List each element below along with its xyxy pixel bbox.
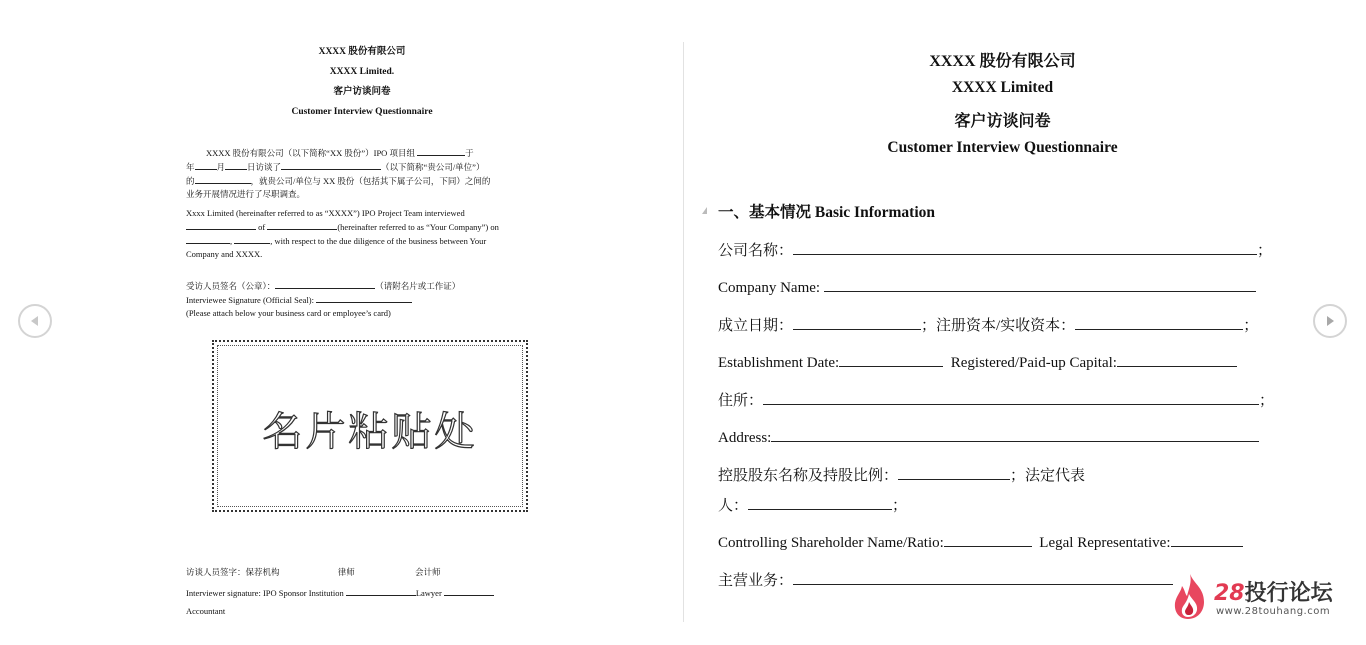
company-name-en-field[interactable] xyxy=(824,277,1256,292)
left-subtitle-en: Customer Interview Questionnaire xyxy=(291,107,433,117)
interviewer-sponsor-cn: 访谈人员签字：保荐机构 xyxy=(186,567,280,577)
intro-cn-line3 xyxy=(186,174,538,188)
intro-cn-month: 月 xyxy=(216,162,226,172)
intro-cn-line1: XXXX 股份有限公司（以下简称“XX 股份”）IPO 项目组 xyxy=(206,148,415,158)
intro-paragraph-cn xyxy=(186,146,538,160)
address-en-row xyxy=(718,427,1259,447)
accountant-label: Accountant xyxy=(186,606,226,616)
left-title-en: XXXX Limited. xyxy=(329,67,395,77)
address-en-field[interactable] xyxy=(771,427,1259,442)
intro-en-due-diligence: , with respect to the due diligence of the business between Your xyxy=(270,236,487,246)
right-title-en: XXXX Limited xyxy=(951,79,1054,96)
company-name-cn-field[interactable] xyxy=(793,240,1257,255)
capital-en-field[interactable] xyxy=(1117,352,1237,367)
page-divider xyxy=(683,42,684,622)
right-title-cn: XXXX 股份有限公司 xyxy=(929,53,1076,70)
business-card-paste-area xyxy=(212,340,528,512)
shareholder-cn-label: 控股股东名称及持股比例： xyxy=(718,468,899,484)
legal-rep-cn-label: ；法定代表 xyxy=(1010,468,1086,484)
semicolon: ； xyxy=(1257,243,1273,259)
shareholder-cn-field[interactable] xyxy=(898,465,1010,480)
interviewer-lawyer-en: Lawyer xyxy=(415,588,442,598)
watermark-title xyxy=(1214,576,1333,607)
establishment-en-row xyxy=(718,352,1237,372)
intro-cn-year: 年 xyxy=(186,162,195,172)
intro-cn-scope: ，就贵公司/单位与 XX 股份（包括其下属子公司，下同）之间的 xyxy=(250,176,491,186)
shareholder-en-row xyxy=(718,532,1243,552)
interviewer-accountant-cn: 会计师 xyxy=(415,567,441,577)
right-subtitle-cn: 客户访谈问卷 xyxy=(954,113,1051,130)
address-cn-field[interactable] xyxy=(763,390,1259,405)
company-name-cn-label: 公司名称： xyxy=(718,243,794,259)
capital-cn-field[interactable] xyxy=(1075,315,1243,330)
intro-cn-day: 日访谈了 xyxy=(247,162,282,172)
address-cn-label: 住所： xyxy=(718,393,764,409)
shareholder-en-field[interactable] xyxy=(944,532,1032,547)
capital-cn-label: ；注册资本/实收资本： xyxy=(921,318,1076,334)
establishment-date-cn-field[interactable] xyxy=(793,315,921,330)
intro-cn-of: 的 xyxy=(186,176,195,186)
interviewer-signature-en xyxy=(186,586,494,600)
establishment-date-cn-label: 成立日期： xyxy=(718,318,794,334)
shareholder-en-label: Controlling Shareholder Name/Ratio: xyxy=(718,535,944,551)
left-title-cn: XXXX 股份有限公司 xyxy=(318,47,406,57)
semicolon: ； xyxy=(1259,393,1275,409)
arrow-left-icon xyxy=(28,314,42,328)
company-name-cn-row xyxy=(718,239,1272,260)
left-subtitle-cn: 客户访谈问卷 xyxy=(333,87,391,97)
legal-rep-en-label: Legal Representative: xyxy=(1039,535,1171,551)
watermark-name: 投行论坛 xyxy=(1244,581,1333,606)
legal-rep-cn-label-cont: 人： xyxy=(718,498,749,514)
watermark-logo xyxy=(1170,572,1350,622)
card-paste-label: 名片粘贴处 xyxy=(262,409,478,455)
intro-cn-alias: （以下简称“贵公司/单位”） xyxy=(381,162,485,172)
semicolon: ； xyxy=(892,498,908,514)
intro-en-line1: Xxxx Limited (hereinafter referred to as “XXXX”) IPO Project Team interviewed xyxy=(186,208,465,218)
legal-rep-en-field[interactable] xyxy=(1171,532,1243,547)
address-cn-row xyxy=(718,389,1274,410)
main-business-row xyxy=(718,569,1173,590)
watermark-url: www.28touhang.com xyxy=(1216,606,1331,617)
intro-en-alias: (hereinafter referred to as “Your Company”) on xyxy=(337,222,499,232)
establishment-date-en-field[interactable] xyxy=(839,352,943,367)
intro-cn-line2 xyxy=(186,160,538,174)
legal-rep-cn-row xyxy=(718,494,907,515)
intro-en-line3: , , with respect to the due diligence of the business between Your xyxy=(186,234,538,248)
left-document-page xyxy=(186,42,538,616)
interviewee-signature-en xyxy=(186,293,538,307)
interviewee-label-cn: 受访人员签名（公章）： xyxy=(186,281,276,291)
right-subtitle-en: Customer Interview Questionnaire xyxy=(887,139,1118,156)
intro-cn-year-suffix: 于 xyxy=(465,148,474,158)
main-business-field[interactable] xyxy=(793,570,1173,585)
interviewer-signature-cn xyxy=(186,566,441,578)
collapse-triangle-icon[interactable] xyxy=(702,207,707,214)
intro-cn-line4: 业务开展情况进行了尽职调查。 xyxy=(186,189,306,199)
intro-en-line2 xyxy=(186,220,538,234)
arrow-right-icon xyxy=(1323,314,1337,328)
main-business-label: 主营业务： xyxy=(718,573,794,589)
flame-logo-icon xyxy=(1170,572,1210,622)
interviewer-sponsor-en: Interviewer signature: IPO Sponsor Institution xyxy=(186,588,344,598)
legal-rep-cn-field[interactable] xyxy=(748,495,892,510)
semicolon: ； xyxy=(1243,318,1259,334)
interviewee-label-en: Interviewee Signature (Official Seal): xyxy=(186,295,314,305)
address-en-label: Address: xyxy=(718,430,772,446)
watermark-number: 28 xyxy=(1214,581,1245,606)
company-name-en-label: Company Name: xyxy=(718,280,821,296)
establishment-cn-row xyxy=(718,314,1258,335)
section-basic-information: 一、基本情况 Basic Information xyxy=(718,204,936,221)
previous-page-button[interactable] xyxy=(18,304,52,338)
interviewer-lawyer-cn: 律师 xyxy=(337,567,355,577)
intro-en-of: of xyxy=(258,222,266,232)
shareholder-cn-row xyxy=(718,464,1085,485)
interviewee-note-cn: （请附名片或工作证） xyxy=(375,281,461,291)
interviewee-signature-cn xyxy=(186,279,538,293)
next-page-button[interactable] xyxy=(1313,304,1347,338)
establishment-date-en-label: Establishment Date: xyxy=(718,355,840,371)
attach-card-note: (Please attach below your business card or employee’s card) xyxy=(186,308,391,318)
capital-en-label: Registered/Paid-up Capital: xyxy=(950,355,1117,371)
intro-en-line4: Company and XXXX. xyxy=(186,249,263,259)
company-name-en-row xyxy=(718,277,1256,297)
